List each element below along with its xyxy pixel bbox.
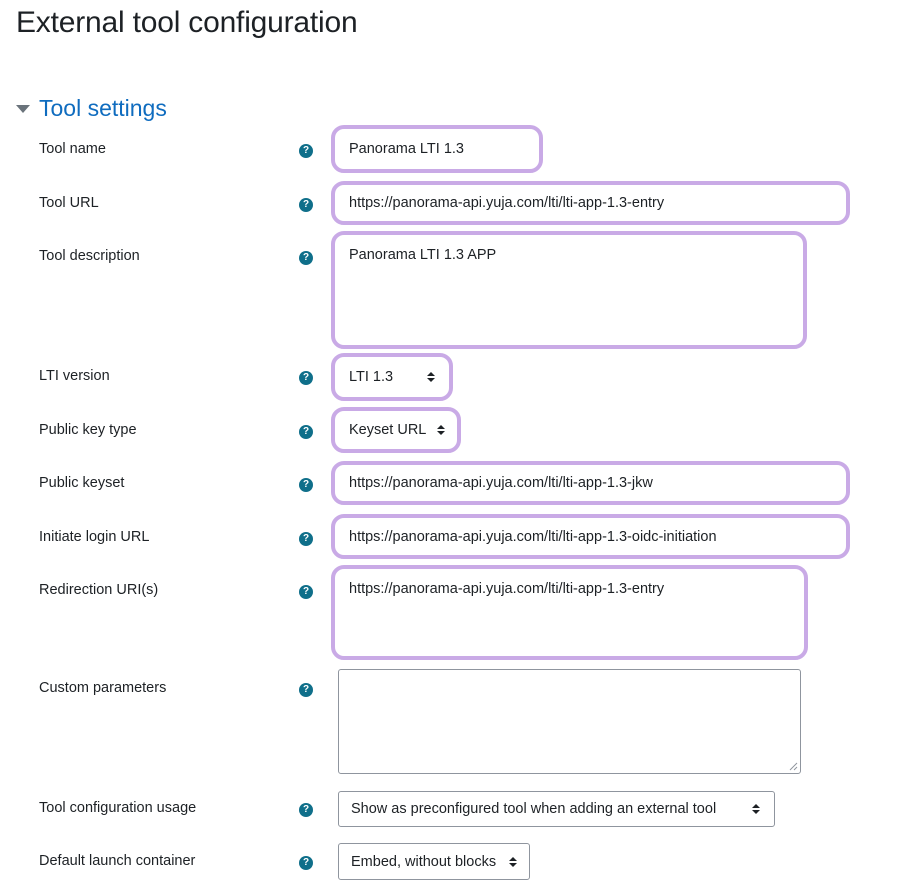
tool-configuration-usage-label: Tool configuration usage: [39, 800, 197, 816]
tool-url-value: https://panorama-api.yuja.com/lti/lti-app-1.3-entry: [349, 195, 665, 211]
section-header-tool-settings[interactable]: [16, 92, 167, 124]
page-title: External tool configuration: [16, 6, 358, 39]
lti-version-select[interactable]: [331, 353, 453, 401]
select-arrows-icon: [437, 425, 445, 435]
tool-name-label: Tool name: [39, 141, 106, 157]
public-key-type-select[interactable]: [331, 407, 461, 453]
help-icon[interactable]: ?: [299, 251, 313, 265]
tool-url-input[interactable]: [331, 181, 850, 225]
help-icon[interactable]: ?: [299, 478, 313, 492]
resize-grip-icon[interactable]: [789, 762, 798, 771]
public-keyset-label: Public keyset: [39, 475, 125, 491]
help-icon[interactable]: ?: [299, 144, 313, 158]
tool-configuration-usage-value: Show as preconfigured tool when adding an external tool: [351, 801, 717, 817]
tool-description-value: Panorama LTI 1.3 APP: [349, 247, 497, 263]
redirection-uris-textarea[interactable]: [331, 565, 808, 660]
help-icon[interactable]: ?: [299, 683, 313, 697]
public-keyset-value: https://panorama-api.yuja.com/lti/lti-app-1.3-jkw: [349, 475, 653, 491]
tool-description-textarea[interactable]: [331, 231, 807, 349]
tool-name-value: Panorama LTI 1.3: [349, 141, 464, 157]
lti-version-label: LTI version: [39, 368, 110, 384]
help-icon[interactable]: ?: [299, 585, 313, 599]
default-launch-container-value: Embed, without blocks: [351, 853, 497, 870]
tool-configuration-usage-select[interactable]: [338, 791, 775, 827]
public-keyset-input[interactable]: [331, 461, 850, 505]
public-key-type-label: Public key type: [39, 422, 137, 438]
help-icon[interactable]: ?: [299, 803, 313, 817]
initiate-login-url-input[interactable]: [331, 514, 850, 559]
initiate-login-url-label: Initiate login URL: [39, 529, 150, 545]
public-key-type-value: Keyset URL: [349, 422, 427, 438]
tool-name-input[interactable]: [331, 125, 543, 173]
lti-version-value: LTI 1.3: [349, 369, 394, 385]
tool-url-label: Tool URL: [39, 195, 99, 211]
section-title[interactable]: Tool settings: [39, 94, 167, 121]
help-icon[interactable]: ?: [299, 856, 313, 870]
help-icon[interactable]: ?: [299, 198, 313, 212]
select-arrows-icon: [509, 857, 517, 867]
help-icon[interactable]: ?: [299, 425, 313, 439]
select-arrows-icon: [752, 804, 760, 814]
initiate-login-url-value: https://panorama-api.yuja.com/lti/lti-app-1.3-oidc-initiation: [349, 528, 717, 545]
redirection-uris-label: Redirection URI(s): [39, 582, 159, 598]
help-icon[interactable]: ?: [299, 532, 313, 546]
select-arrows-icon: [427, 372, 435, 382]
redirection-uris-value: https://panorama-api.yuja.com/lti/lti-app-1.3-entry: [349, 581, 665, 597]
default-launch-container-label: Default launch container: [39, 853, 196, 869]
tool-description-label: Tool description: [39, 248, 140, 264]
caret-down-icon[interactable]: [16, 105, 30, 113]
custom-parameters-textarea[interactable]: [338, 669, 801, 774]
default-launch-container-select[interactable]: [338, 843, 530, 880]
help-icon[interactable]: ?: [299, 371, 313, 385]
custom-parameters-label: Custom parameters: [39, 680, 167, 696]
